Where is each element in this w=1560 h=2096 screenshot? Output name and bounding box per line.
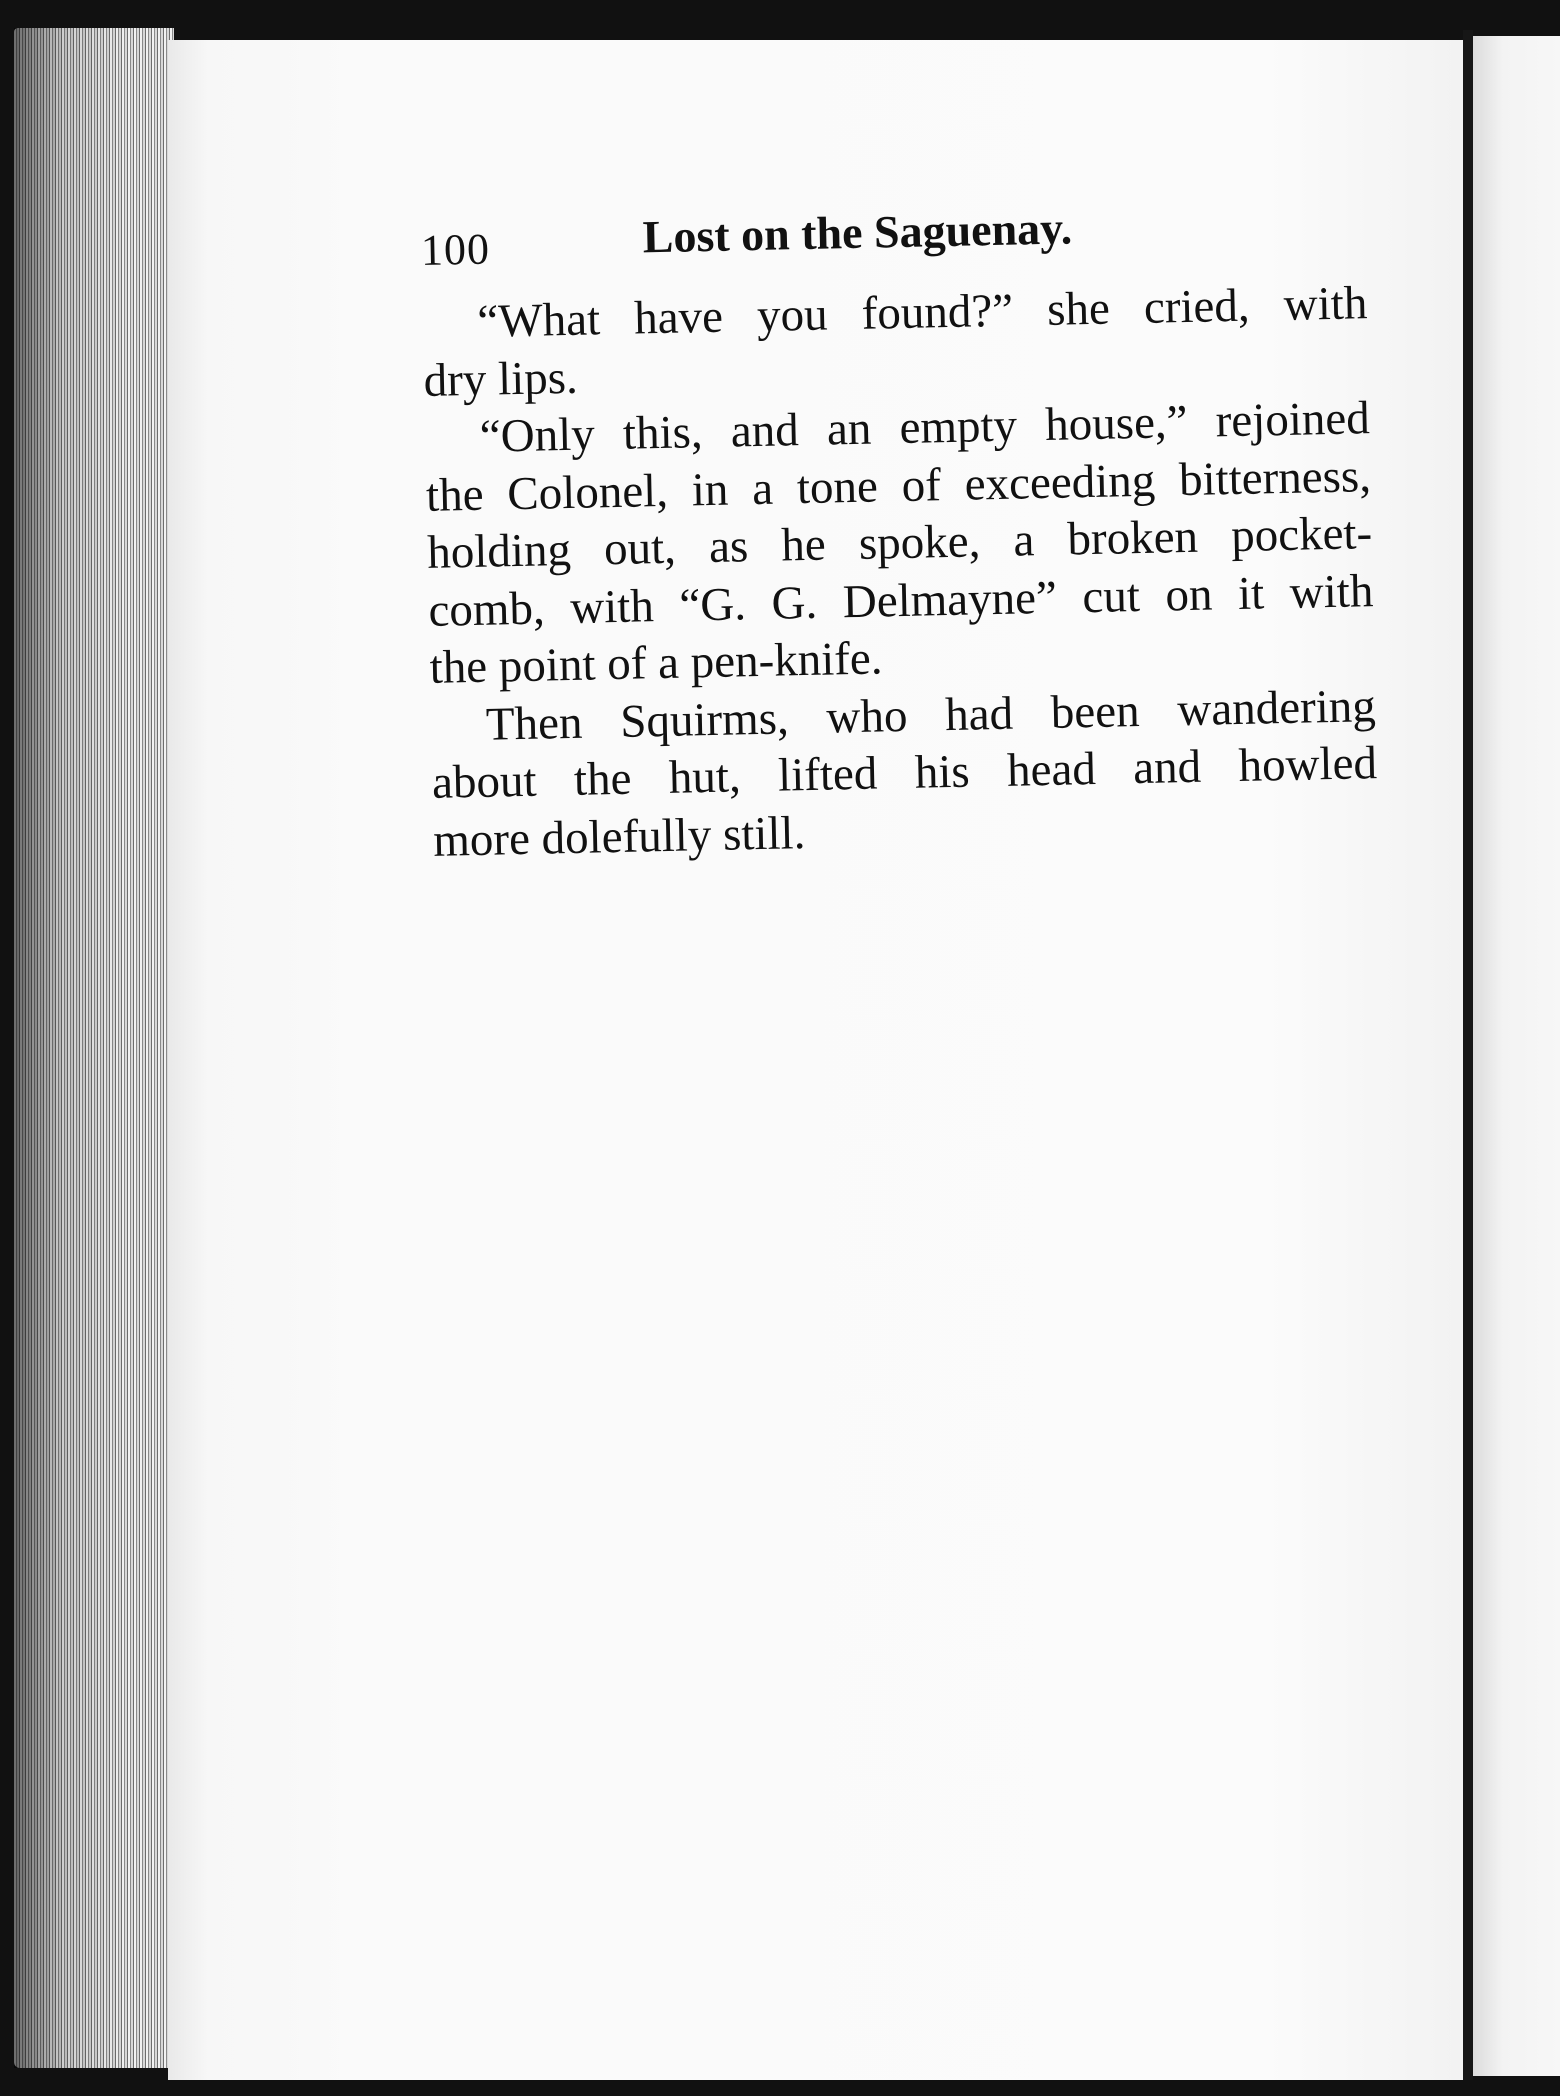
binding-gutter [1463,30,1473,2080]
text-line: “Only this, and an empty house,” rejoined [479,392,1371,463]
text-line: dry lips. [423,351,579,407]
running-title: Lost on the Saguenay. [642,202,1073,263]
paragraph [422,275,1369,410]
page-edges [14,28,174,2068]
page-number: 100 [420,224,491,275]
text-line: about the hut, lifted his head and howled [431,737,1378,809]
paragraph [424,390,1375,697]
text-line: the Colonel, in a tone of exceeding bitterness, [425,449,1372,522]
text-line: “What have you found?” she cried, with [476,277,1368,348]
text-line: more dolefully still. [432,806,806,867]
facing-page-edge [1473,36,1560,2076]
page-text [420,185,1379,870]
text-line: comb, with “G. G. Delmayne” cut on it with [427,564,1374,637]
text-line: Then Squirms, who had been wandering [485,679,1377,751]
text-line: the point of a pen-knife. [429,632,884,694]
paragraph [430,678,1378,870]
text-line: holding out, as he spoke, a broken pocket- [426,507,1373,579]
